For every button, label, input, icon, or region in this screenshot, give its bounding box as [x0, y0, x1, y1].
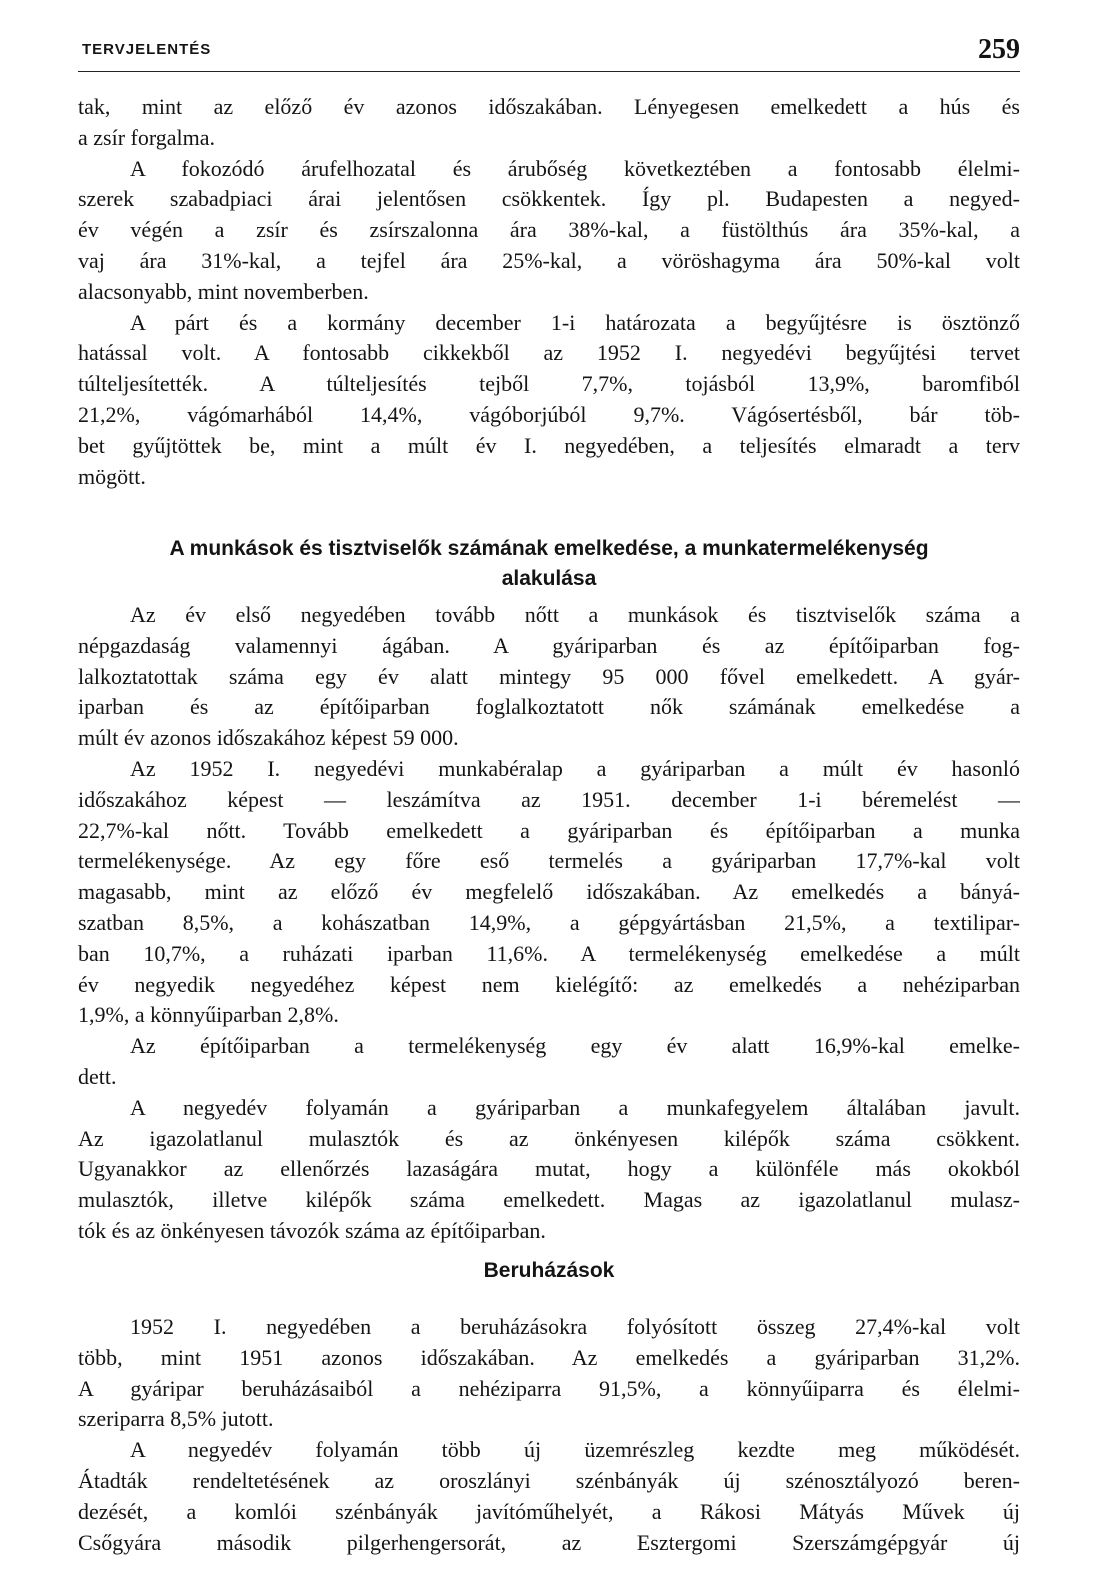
text-line: A párt és a kormány december 1-i határozata a begyűjtésre is ösztönző — [130, 309, 1020, 335]
text-line: év negyedik negyedéhez képest nem kielégítő: az emelkedés a nehéziparban — [78, 971, 1020, 997]
section-heading-line: Beruházások — [483, 1259, 615, 1282]
text-line: A gyáripar beruházásaiból a nehéziparra 91,5%, a könnyűiparra és élelmi- — [78, 1375, 1020, 1401]
text-line: tók és az önkényesen távozók száma az építőiparban. — [78, 1217, 546, 1243]
section-heading-line: alakulása — [501, 567, 597, 590]
text-line: szeriparra 8,5% jutott. — [78, 1406, 274, 1432]
text-line: népgazdaság valamennyi ágában. A gyáriparban és az építőiparban fog- — [78, 632, 1020, 658]
text-line: Átadták rendeltetésének az oroszlányi szénbányák új szénosztályozó beren- — [78, 1467, 1020, 1493]
text-line: Az 1952 I. negyedévi munkabéralap a gyáriparban a múlt év hasonló — [130, 755, 1020, 781]
text-line: mögött. — [78, 463, 146, 489]
text-line: A fokozódó árufelhozatal és árubőség következtében a fontosabb élelmi- — [130, 155, 1020, 181]
text-line: 21,2%, vágómarhából 14,4%, vágóborjúból 9,7%. Vágósertésből, bár töb- — [78, 401, 1020, 427]
text-line: több, mint 1951 azonos időszakában. Az emelkedés a gyáriparban 31,2%. — [78, 1344, 1020, 1370]
text-line: dett. — [78, 1063, 117, 1089]
text-line: Az építőiparban a termelékenység egy év alatt 16,9%-kal emelke- — [130, 1033, 1020, 1059]
book-page — [78, 0, 1020, 1596]
section-heading-workers — [78, 534, 1020, 594]
text-line: ban 10,7%, a ruházati iparban 11,6%. A termelékenység emelkedése a múlt — [78, 940, 1020, 966]
text-line: hatással volt. A fontosabb cikkekből az 1952 I. negyedévi begyűjtési tervet — [78, 340, 1020, 366]
section-heading-investments — [78, 1256, 1020, 1286]
text-line: év végén a zsír és zsírszalonna ára 38%-kal, a füstölthús ára 35%-kal, a — [78, 217, 1020, 243]
text-line: szatban 8,5%, a kohászatban 14,9%, a gépgyártásban 21,5%, a textilipar- — [78, 909, 1020, 935]
text-line: 1952 I. negyedében a beruházásokra folyósított összeg 27,4%-kal volt — [130, 1314, 1020, 1339]
text-line: A negyedév folyamán a gyáriparban a munkafegyelem általában javult. — [130, 1094, 1020, 1120]
text-line: bet gyűjtöttek be, mint a múlt év I. negyedében, a teljesítés elmaradt a terv — [78, 432, 1020, 458]
text-line: magasabb, mint az előző év megfelelő időszakában. Az emelkedés a bányá- — [78, 879, 1020, 905]
text-line: lalkoztatottak száma egy év alatt mintegy 95 000 fővel emelkedett. A gyár- — [78, 663, 1020, 689]
text-line: múlt év azonos időszakához képest 59 000. — [78, 725, 459, 751]
text-line: a zsír forgalma. — [78, 124, 216, 150]
intro-text — [78, 92, 1020, 492]
page-header — [78, 33, 1020, 72]
page-number: 259 — [978, 34, 1020, 65]
running-head: TERVJELENTÉS — [82, 41, 212, 58]
text-line: Ugyanakkor az ellenőrzés lazaságára mutat, hogy a különféle más okokból — [78, 1156, 1020, 1182]
text-line: A negyedév folyamán több új üzemrészleg kezdte meg működését. — [130, 1437, 1020, 1463]
text-line: vaj ára 31%-kal, a tejfel ára 25%-kal, a vöröshagyma ára 50%-kal volt — [78, 247, 1020, 273]
text-line: mulasztók, illetve kilépők száma emelkedett. Magas az igazolatlanul mulasz- — [78, 1187, 1020, 1213]
text-line: 22,7%-kal nőtt. Tovább emelkedett a gyáriparban és építőiparban a munka — [78, 817, 1020, 843]
text-line: dezését, a komlói szénbányák javítóműhelyét, a Rákosi Mátyás Művek új — [78, 1498, 1020, 1524]
text-line: tak, mint az előző év azonos időszakában. Lényegesen emelkedett a hús és — [78, 94, 1020, 119]
investments-text — [78, 1312, 1020, 1558]
text-line: Csőgyára második pilgerhengersorát, az Esztergomi Szerszámgépgyár új — [78, 1529, 1020, 1555]
workers-text — [78, 600, 1020, 1247]
text-line: Az igazolatlanul mulasztók és az önkényesen kilépők száma csökkent. — [78, 1125, 1020, 1151]
section-heading-line: A munkások és tisztviselők számának emelkedése, a munkatermelékenység — [169, 537, 929, 560]
text-line: Az év első negyedében tovább nőtt a munkások és tisztviselők száma a — [130, 602, 1020, 627]
text-line: termelékenysége. Az egy főre eső termelés a gyáriparban 17,7%-kal volt — [78, 848, 1020, 874]
text-line: 1,9%, a könnyűiparban 2,8%. — [78, 1002, 339, 1028]
text-line: iparban és az építőiparban foglalkoztatott nők számának emelkedése a — [78, 694, 1020, 720]
text-line: időszakához képest — leszámítva az 1951. december 1-i béremelést — — [78, 786, 1020, 812]
text-line: szerek szabadpiaci árai jelentősen csökkentek. Így pl. Budapesten a negyed- — [78, 186, 1020, 212]
text-line: túlteljesítették. A túlteljesítés tejből 7,7%, tojásból 13,9%, baromfiból — [78, 371, 1020, 397]
text-line: alacsonyabb, mint novemberben. — [78, 278, 369, 304]
